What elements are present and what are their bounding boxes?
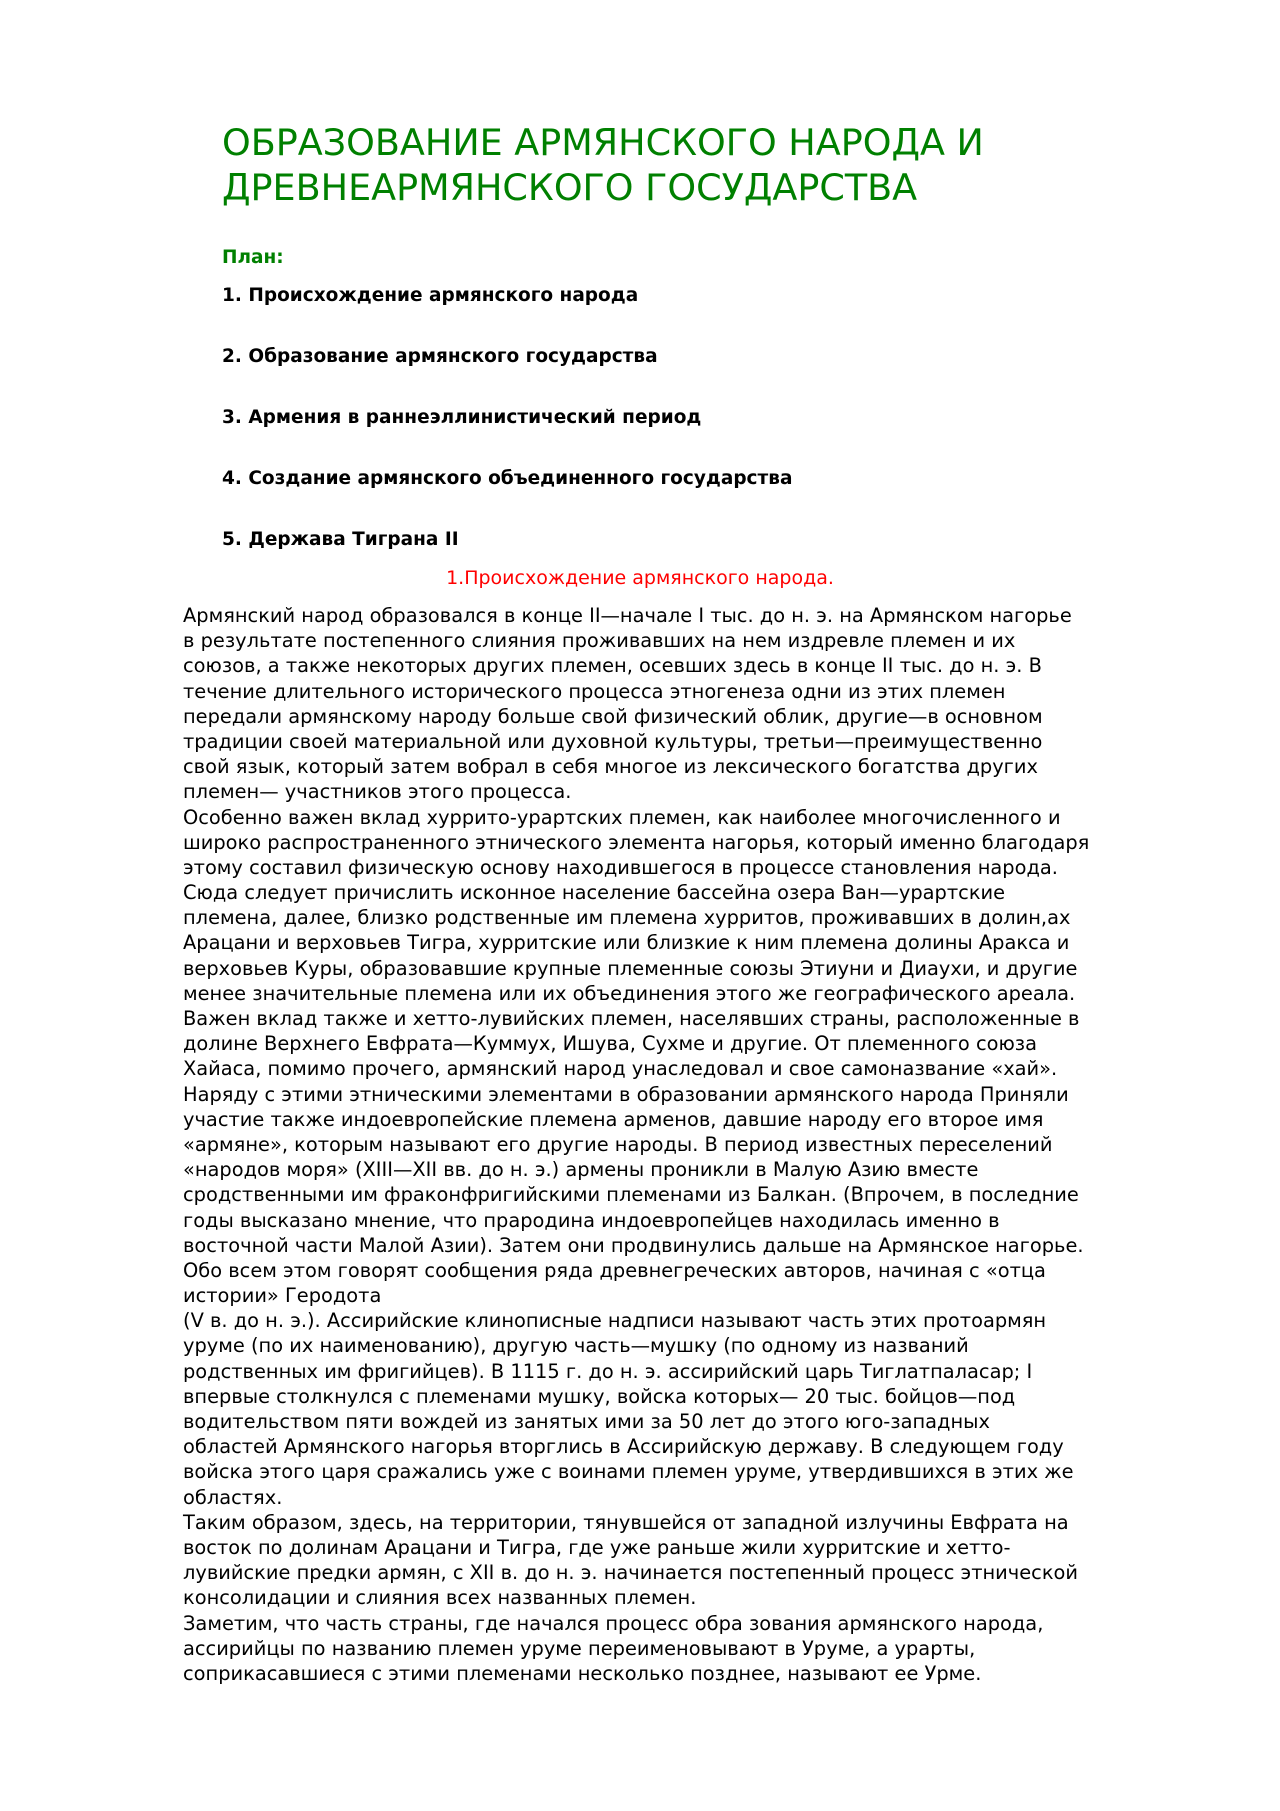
body-text-line: Особенно важен вклад хуррито-урартских племен, как наиболее многочисленного и — [183, 805, 1061, 829]
plan-item: 3. Армения в раннеэллинистический период — [222, 407, 702, 428]
body-text-line: (V в. до н. э.). Ассирийские клинописные надписи называют часть этих протоармян — [183, 1309, 1047, 1333]
body-text-line: Таким образом, здесь, на территории, тянувшейся от западной излучины Евфрата на — [183, 1510, 1069, 1534]
body-text-line: свой язык, который затем вобрал в себя многое из лексического богатства других — [183, 755, 1038, 779]
body-text-line: течение длительного исторического процесса этногенеза одни из этих племен — [183, 679, 1006, 703]
body-text-line: впервые столкнулся с племенами мушку, войска которых— 20 тыс. бойцов—под — [183, 1384, 1016, 1408]
plan-label: План: — [222, 247, 284, 268]
body-text-line: племена, далее, близко родственные им племена хурритов, проживавших в долин,ах — [183, 906, 1071, 930]
body-text — [183, 603, 1193, 1686]
body-text-line: Обо всем этом говорят сообщения ряда древнегреческих авторов, начиная с «отца — [183, 1258, 1046, 1282]
body-text-line: племен— участников этого процесса. — [183, 780, 572, 804]
body-text-line: менее значительные племена или их объединения этого же географического ареала. — [183, 981, 1076, 1005]
body-text-line: «армяне», которым называют его другие народы. В период известных переселений — [183, 1132, 1053, 1156]
body-text-line: передали армянскому народу больше свой физический облик, другие—в основном — [183, 704, 1043, 728]
plan-item: 4. Создание армянского объединенного государства — [222, 468, 793, 489]
body-text-line: Заметим, что часть страны, где начался процесс обра зования армянского народа, — [183, 1611, 1044, 1635]
body-text-line: Арацани и верховьев Тигра, хурритские или близкие к ним племена долины Аракса и — [183, 931, 1070, 955]
body-text-line: этому составил физическую основу находившегося в процессе становления народа. — [183, 855, 1058, 879]
body-text-line: Важен вклад также и хетто-лувийских племен, населявших страны, расположенные в — [183, 1007, 1080, 1030]
body-text-line: Наряду с этими этническими элементами в образовании армянского народа Приняли — [183, 1082, 1069, 1106]
plan-item: 5. Держава Тиграна II — [222, 529, 459, 550]
body-text-line: областей Армянского нагорья вторглись в Ассирийскую державу. В следующем году — [183, 1435, 1064, 1459]
body-text-line: восточной части Малой Азии). Затем они продвинулись дальше на Армянское нагорье. — [183, 1233, 1084, 1257]
body-text-line: областях. — [183, 1485, 283, 1509]
body-text-line: Хайаса, помимо прочего, армянский народ унаследовал и свое самоназвание «хай». — [183, 1057, 1058, 1081]
body-text-line: войска этого царя сражались уже с воинами племен уруме, утвердившихся в этих же — [183, 1460, 1074, 1484]
body-text-line: лувийские предки армян, с XII в. до н. э. начинается постепенный процесс этнической — [183, 1561, 1078, 1585]
body-text-line: долине Верхнего Евфрата—Куммух, Ишува, Сухме и другие. От племенного союза — [183, 1032, 1038, 1056]
body-text-line: консолидации и слияния всех названных племен. — [183, 1586, 697, 1610]
body-text-line: восток по долинам Арацани и Тигра, где уже раньше жили хурритские и хетто- — [183, 1535, 1011, 1559]
body-text-line: Сюда следует причислить исконное население бассейна озера Ван—урартские — [183, 881, 1006, 905]
body-text-line: Армянский народ образовался в конце II—начале I тыс. до н. э. на Армянском нагорье — [183, 604, 1072, 627]
body-text-line: ассирийцы по названию племен уруме переименовывают в Уруме, а урарты, — [183, 1636, 976, 1660]
body-text-line: в результате постепенного слияния проживавших на нем издревле племен и их — [183, 629, 1016, 653]
plan-item: 1. Происхождение армянского народа — [222, 285, 639, 306]
body-text-line: участие также индоевропейские племена арменов, давшие народу его второе имя — [183, 1107, 1044, 1131]
body-text-line: союзов, а также некоторых других племен, осевших здесь в конце II тыс. до н. э. В — [183, 654, 1042, 678]
body-text-line: традиции своей материальной или духовной культуры, третьи—преимущественно — [183, 729, 1043, 753]
body-text-line: уруме (по их наименованию), другую часть—мушку (по одному из названий — [183, 1334, 969, 1358]
body-text-line: соприкасавшиеся с этими племенами несколько позднее, называют ее Урме. — [183, 1661, 982, 1685]
body-text-line: сродственными им фраконфригийскими племенами из Балкан. (Впрочем, в последние — [183, 1183, 1079, 1207]
body-text-line: широко распространенного этнического элемента нагорья, который именно благодаря — [183, 830, 1090, 854]
plan-item: 2. Образование армянского государства — [222, 346, 658, 367]
section-heading: 1.Происхождение армянского народа. — [446, 567, 834, 589]
body-text-line: «народов моря» (XIII—XII вв. до н. э.) армены проникли в Малую Азию вместе — [183, 1158, 979, 1182]
body-text-line: истории» Геродота — [183, 1284, 382, 1308]
plan-list — [222, 284, 792, 589]
body-text-line: годы высказано мнение, что прародина индоевропейцев находилась именно в — [183, 1208, 1000, 1232]
body-text-line: родственных им фригийцев). В 1115 г. до н. э. ассирийский царь Тиглатпаласар; I — [183, 1359, 1033, 1383]
body-text-line: верховьев Куры, образовавшие крупные племенные союзы Этиуни и Диаухи, и другие — [183, 956, 1078, 980]
body-text-line: водительством пяти вождей из занятых ими за 50 лет до этого юго-западных — [183, 1410, 990, 1433]
document-title: ОБРАЗОВАНИЕ АРМЯНСКОГО НАРОДА И ДРЕВНЕАРМЯНСКОГО ГОСУДАРСТВА — [222, 121, 984, 209]
